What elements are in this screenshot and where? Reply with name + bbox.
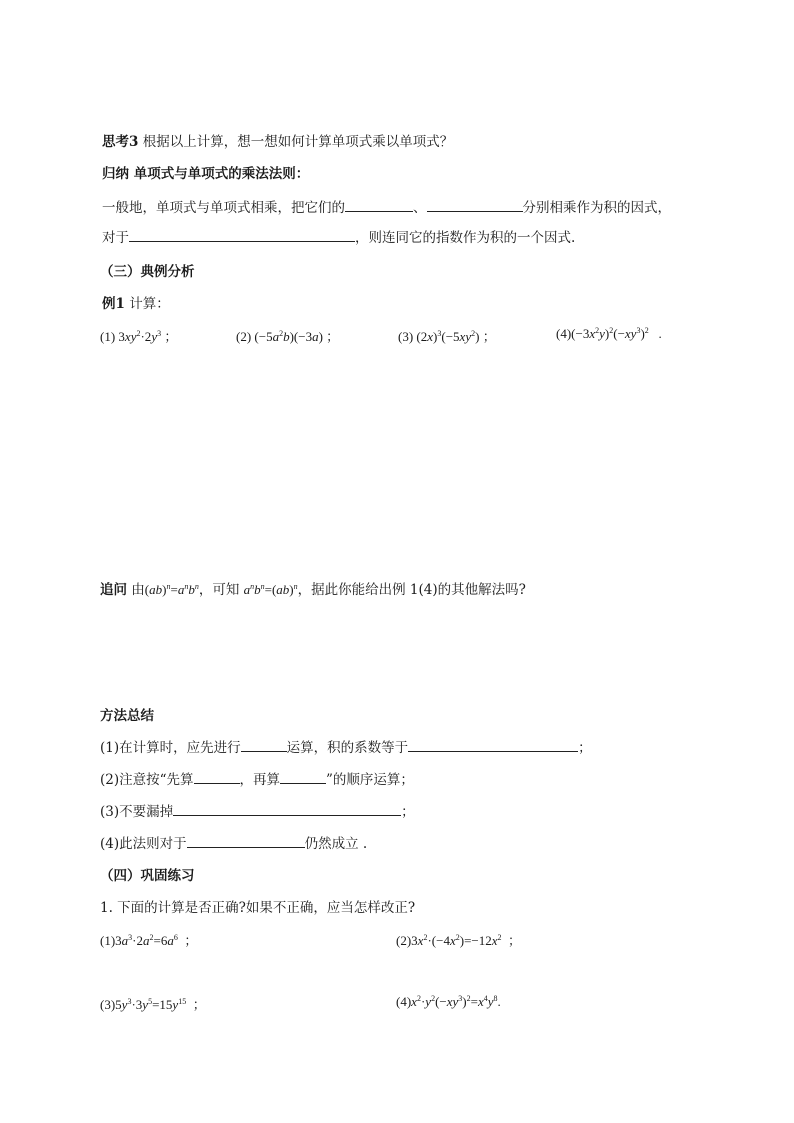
- method-item-4: [100, 834, 367, 854]
- example1-expr-1: (1) $3xy^2\cdot 2y^3$ ；: [100, 329, 178, 344]
- example1-line: [102, 294, 170, 314]
- method-item2-a: (2)注意按“先算: [100, 772, 194, 788]
- method-title: 方法总结: [100, 708, 154, 724]
- followup-formula-2: $a^nb^n=(ab)^n$: [243, 582, 298, 597]
- method-item2-c: ”的顺序运算；: [326, 772, 414, 788]
- followup-text-c: ，据此你能给出例 1(4)的其他解法吗?: [297, 582, 526, 598]
- think3-text: 根据以上计算，想一想如何计算单项式乘以单项式？: [142, 134, 454, 150]
- rule-line2-a: 对于: [102, 230, 129, 246]
- induction-text: 单项式与单项式的乘法法则：: [133, 166, 310, 182]
- method-blank-6[interactable]: [187, 835, 305, 848]
- method-item4-b: 仍然成立 .: [304, 836, 368, 852]
- example1-expr-2: (2) $(-5a^2b)(-3a)$ ；: [236, 329, 340, 344]
- practice-q1: 1. 下面的计算是否正确?如果不正确，应当怎样改正?: [100, 900, 416, 916]
- method-blank-3[interactable]: [194, 771, 240, 784]
- example1-expr-3: (3) $(2x)^3(-5xy^2)$ ；: [398, 329, 496, 344]
- rule-blank-1[interactable]: [345, 199, 413, 212]
- followup-label: 追问: [100, 582, 127, 598]
- method-item-3: [100, 802, 415, 822]
- practice-expr-4: $(4)x^2\cdot y^2(-xy^3)^2=x^4y^8$.: [396, 994, 501, 1009]
- rule-line-2: [102, 228, 575, 248]
- method-blank-2[interactable]: [408, 739, 578, 752]
- method-blank-4[interactable]: [280, 771, 326, 784]
- rule-line1-b: 分别相乘作为积的因式，: [522, 200, 671, 216]
- example1-label: 例1: [102, 296, 125, 312]
- method-item3-end: ；: [401, 804, 415, 820]
- method-item1-end: ；: [578, 740, 592, 756]
- example1-expr-4: $(4)(-3x^2y)^2(-xy^3)^2$ .: [556, 326, 662, 341]
- method-item4-a: (4)此法则对于: [100, 836, 187, 852]
- practice-expr-1: $(1)3a^3\cdot 2a^2=6a^6$ ；: [100, 933, 198, 948]
- think3-label: 思考3: [102, 134, 139, 150]
- rule-line1-a: 一般地，单项式与单项式相乘，把它们的: [102, 200, 345, 216]
- section4-heading: （四）巩固练习: [100, 868, 195, 884]
- example1-text: 计算：: [129, 296, 170, 312]
- think3-line: [102, 132, 453, 152]
- method-blank-1[interactable]: [241, 739, 287, 752]
- followup-text-b: ，可知: [198, 582, 240, 598]
- practice-expr-3: $(3)5y^3\cdot 3y^5=15y^{15}$ ；: [100, 997, 206, 1012]
- induction-label: 归纳: [102, 166, 129, 182]
- method-item-1: [100, 738, 592, 758]
- method-item2-b: ，再算: [239, 772, 281, 788]
- semicolon: ；: [326, 329, 340, 344]
- method-item-2: [100, 770, 414, 790]
- period: .: [658, 326, 662, 341]
- semicolon: ；: [164, 329, 178, 344]
- method-item3-a: (3)不要漏掉: [100, 804, 174, 820]
- semicolon: ；: [482, 329, 496, 344]
- method-item1-a: (1)在计算时，应先进行: [100, 740, 241, 756]
- induction-line: [102, 164, 309, 184]
- rule-blank-2[interactable]: [427, 199, 523, 212]
- rule-line1-sep: 、: [413, 200, 427, 216]
- practice-expr-2: $(2)3x^2\cdot(-4x^2)=-12x^2$ ；: [396, 933, 522, 948]
- rule-line2-b: ，则连同它的指数作为积的一个因式.: [355, 230, 576, 246]
- followup-line: [100, 580, 526, 600]
- method-item1-b: 运算，积的系数等于: [286, 740, 409, 756]
- section3-heading: （三）典例分析: [100, 264, 195, 280]
- method-blank-5[interactable]: [173, 803, 401, 816]
- followup-formula-1: $(ab)^n=a^nb^n$: [144, 582, 199, 597]
- followup-text-a: 由: [131, 582, 145, 598]
- rule-blank-3[interactable]: [129, 229, 355, 242]
- rule-line-1: [102, 198, 671, 218]
